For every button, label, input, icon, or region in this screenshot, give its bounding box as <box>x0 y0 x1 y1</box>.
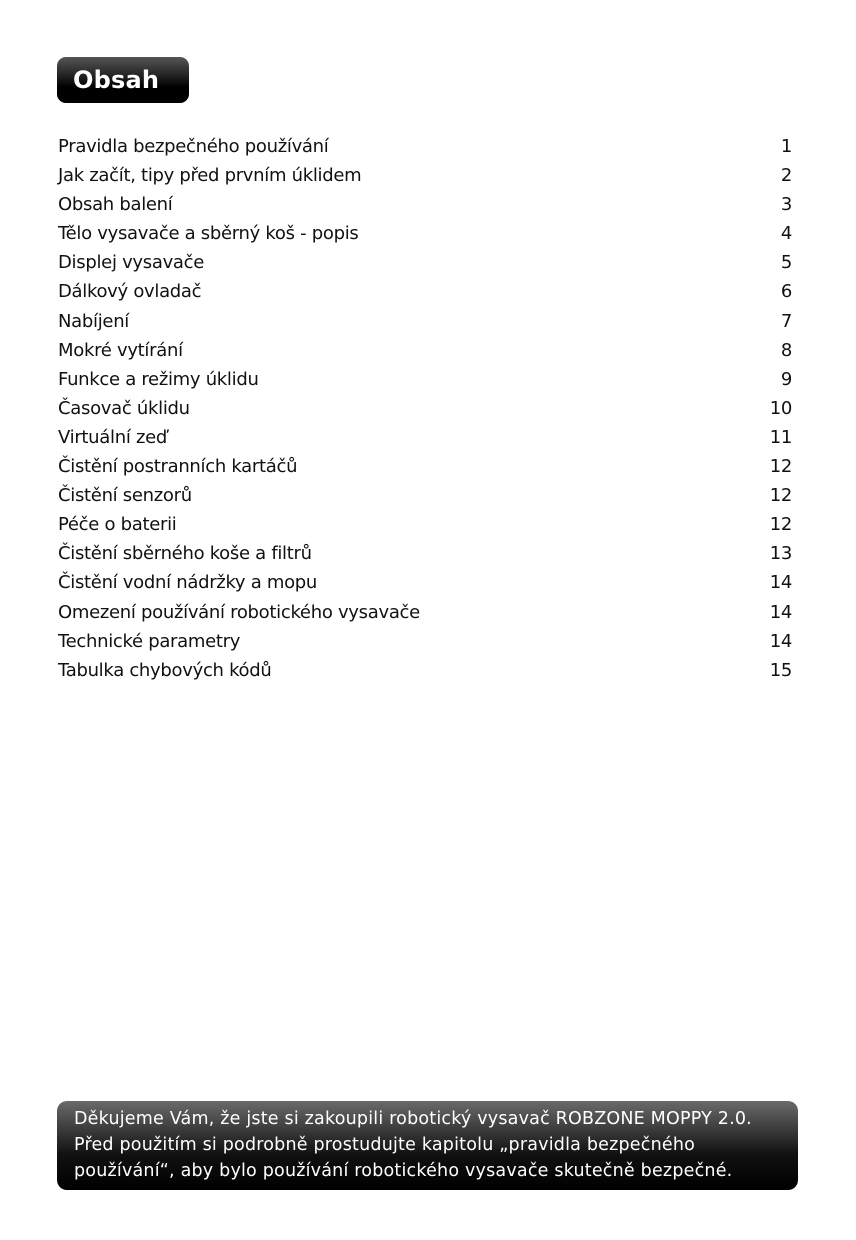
toc-item-label: Funkce a režimy úklidu <box>58 368 259 390</box>
toc-item-page: 9 <box>780 368 792 390</box>
toc-item-page: 3 <box>780 194 792 216</box>
page-title: Obsah <box>73 66 160 94</box>
notice-line: Děkujeme Vám, že jste si zakoupili robotický vysavač ROBZONE MOPPY 2.0. <box>74 1109 752 1129</box>
toc-item-label: Péče o baterii <box>58 514 177 536</box>
toc-item[interactable] <box>58 481 794 510</box>
notice-line: používání“, aby bylo používání robotického vysavače skutečně bezpečné. <box>74 1161 733 1181</box>
toc-item-label: Dálkový ovladač <box>58 281 202 303</box>
toc-item-page: 12 <box>769 514 792 536</box>
toc-item-label: Čistění senzorů <box>58 485 192 507</box>
section-title-badge <box>57 57 189 103</box>
toc-item-label: Virtuální zeď <box>58 426 167 448</box>
toc-item-label: Jak začít, tipy před prvním úklidem <box>58 165 362 187</box>
toc-item[interactable] <box>58 336 794 365</box>
toc-item[interactable] <box>58 539 794 568</box>
table-of-contents <box>58 132 794 685</box>
toc-item-label: Mokré vytírání <box>58 339 183 361</box>
toc-item[interactable] <box>58 307 794 336</box>
toc-item-page: 5 <box>780 252 792 274</box>
toc-item-page: 15 <box>769 659 792 681</box>
toc-item[interactable] <box>58 568 794 597</box>
toc-item-label: Omezení používání robotického vysavače <box>58 601 420 623</box>
toc-item-label: Tabulka chybových kódů <box>58 659 272 681</box>
toc-item-label: Pravidla bezpečného používání <box>58 136 329 157</box>
toc-item[interactable] <box>58 219 794 248</box>
toc-item[interactable] <box>58 365 794 394</box>
toc-item[interactable] <box>58 190 794 219</box>
toc-item[interactable] <box>58 277 794 306</box>
toc-item-label: Čistění postranních kartáčů <box>58 456 298 478</box>
toc-item[interactable] <box>58 627 794 656</box>
toc-item[interactable] <box>58 132 794 161</box>
toc-item-page: 12 <box>769 456 792 478</box>
toc-item-label: Čistění sběrného koše a filtrů <box>58 543 312 565</box>
toc-item-label: Časovač úklidu <box>58 397 190 419</box>
notice-line: Před použitím si podrobně prostudujte kapitolu „pravidla bezpečného <box>74 1135 696 1155</box>
toc-item[interactable] <box>58 248 794 277</box>
toc-item-page: 2 <box>780 165 792 187</box>
toc-item[interactable] <box>58 598 794 627</box>
toc-item-label: Displej vysavače <box>58 252 205 274</box>
toc-item-page: 6 <box>780 281 792 303</box>
toc-item-page: 10 <box>769 397 792 419</box>
toc-item-page: 14 <box>769 630 792 652</box>
toc-item[interactable] <box>58 161 794 190</box>
toc-item[interactable] <box>58 452 794 481</box>
toc-item-label: Obsah balení <box>58 194 173 216</box>
toc-item-label: Technické parametry <box>58 630 241 652</box>
toc-item-page: 13 <box>769 543 792 565</box>
toc-item[interactable] <box>58 394 794 423</box>
toc-item-page: 14 <box>769 572 792 594</box>
toc-item-page: 14 <box>769 601 792 623</box>
toc-item-label: Nabíjení <box>58 310 130 332</box>
toc-item[interactable] <box>58 423 794 452</box>
thank-you-notice <box>57 1101 798 1190</box>
toc-item-page: 1 <box>780 136 792 157</box>
toc-item-page: 7 <box>780 310 792 332</box>
toc-item-page: 12 <box>769 485 792 507</box>
toc-item-label: Tělo vysavače a sběrný koš - popis <box>58 223 359 245</box>
toc-item[interactable] <box>58 656 794 685</box>
toc-item-page: 11 <box>769 426 792 448</box>
toc-item[interactable] <box>58 510 794 539</box>
toc-item-label: Čistění vodní nádržky a mopu <box>58 572 318 594</box>
toc-item-page: 8 <box>780 339 792 361</box>
toc-item-page: 4 <box>780 223 792 245</box>
